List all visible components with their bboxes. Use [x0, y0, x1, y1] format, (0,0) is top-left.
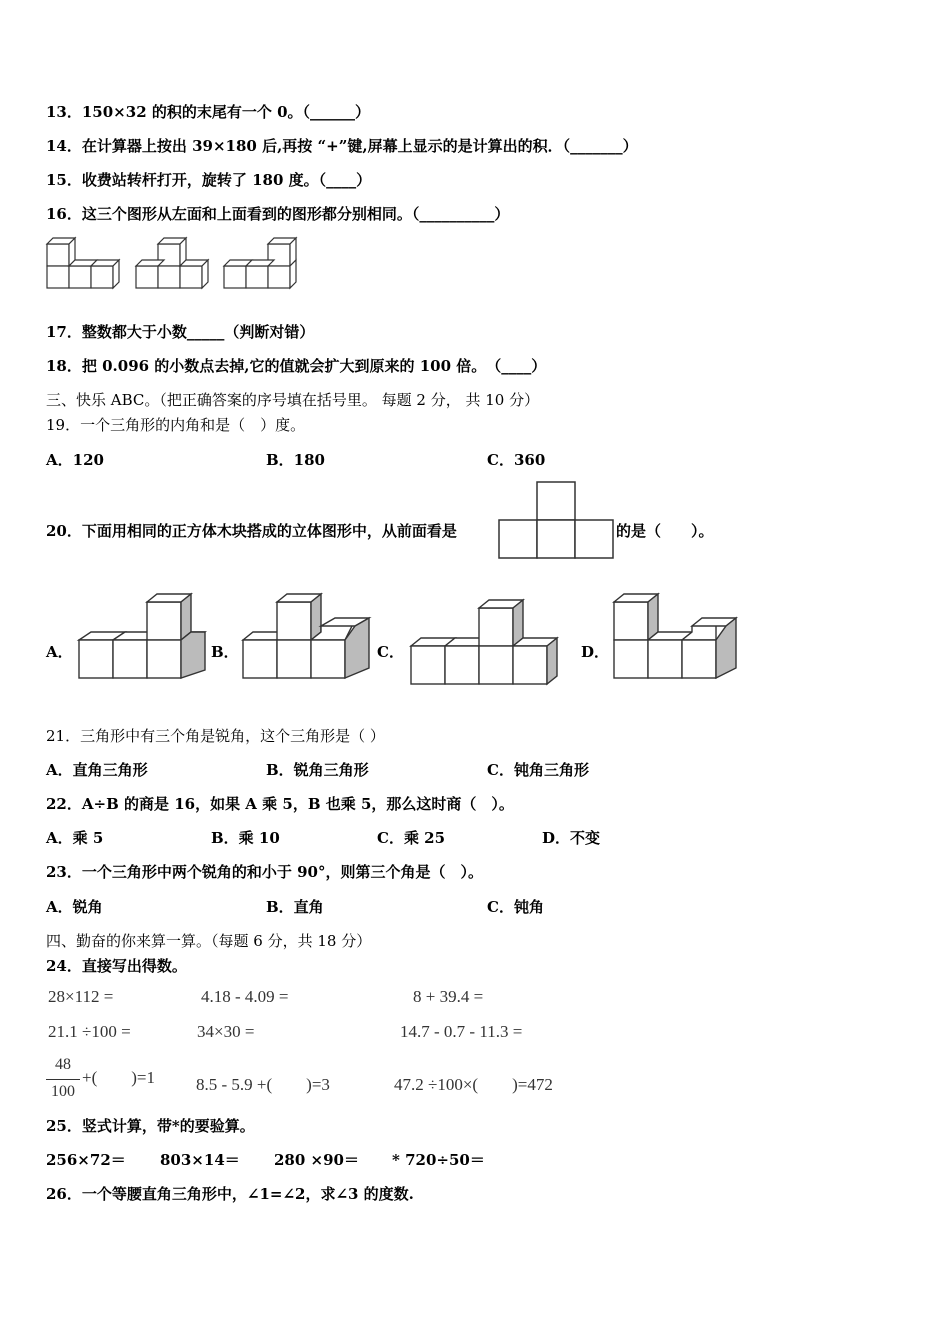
- q19-option-a: A．120: [46, 451, 104, 469]
- question-19: 19．一个三角形的内角和是（ ）度。: [46, 416, 306, 434]
- q20-option-c: C．: [377, 643, 404, 661]
- question-18: 18．把 0.096 的小数点去掉,它的值就会扩大到原来的 100 倍。 （____）: [46, 357, 547, 375]
- q21-option-b: B．锐角三角形: [266, 761, 369, 779]
- q24-calc-8: 8.5 - 5.9 +( )=3: [196, 1075, 330, 1094]
- q22-option-a: A．乘 5: [46, 829, 104, 847]
- q23-option-c: C．钝角: [487, 898, 544, 916]
- q23-option-b: B．直角: [266, 898, 324, 916]
- q24-calc-1: 28×112 =: [48, 987, 114, 1006]
- q20-front-view: [498, 481, 614, 561]
- question-22: 22．A÷B 的商是 16，如果 A 乘 5，B 也乘 5，那么这时商（ ）。: [46, 795, 514, 813]
- q25-item-3: 280 ×90＝: [274, 1151, 359, 1169]
- q24-calc-9: 47.2 ÷100×( )=472: [394, 1075, 553, 1094]
- q20-figure-b: [242, 592, 372, 682]
- question-24: 24．直接写出得数。: [46, 957, 187, 975]
- question-26: 26．一个等腰直角三角形中，∠1=∠2，求∠3 的度数.: [46, 1185, 414, 1203]
- question-16: 16．这三个图形从左面和上面看到的图形都分别相同。（__________）: [46, 205, 510, 223]
- q24-fraction-denominator: 100: [51, 1083, 75, 1100]
- question-23: 23．一个三角形中两个锐角的和小于 90°，则第三个角是（ ）。: [46, 863, 483, 881]
- q20-figure-d: [613, 592, 743, 682]
- q19-option-b: B．180: [266, 451, 325, 469]
- q21-option-c: C．钝角三角形: [487, 761, 589, 779]
- q25-item-1: 256×72＝: [46, 1151, 126, 1169]
- q24-calc-3: 8 + 39.4 =: [413, 987, 484, 1006]
- q23-option-a: A．锐角: [46, 898, 103, 916]
- q24-calc-6: 14.7 - 0.7 - 11.3 =: [400, 1022, 523, 1041]
- question-13: 13．150×32 的积的末尾有一个 0。（______）: [46, 103, 371, 121]
- q24-fraction-numerator: 48: [55, 1056, 71, 1073]
- q24-calc-2: 4.18 - 4.09 =: [201, 987, 289, 1006]
- question-20-text: 20．下面用相同的正方体木块搭成的立体图形中，从前面看是: [46, 522, 457, 540]
- q24-fraction-bar: [46, 1079, 80, 1080]
- question-15: 15．收费站转杆打开，旋转了 180 度。（____）: [46, 171, 372, 189]
- question-21: 21．三角形中有三个角是锐角，这个三角形是（ ）: [46, 727, 385, 745]
- q20-option-d: D．: [581, 643, 610, 661]
- question-25: 25．竖式计算，带*的要验算。: [46, 1117, 255, 1135]
- question-20-suffix: 的是（ ）。: [616, 522, 714, 540]
- question-17: 17．整数都大于小数_____（判断对错）: [46, 323, 315, 341]
- section-4-heading: 四、勤奋的你来算一算。（每题 6 分，共 18 分）: [46, 932, 372, 950]
- q22-option-c: C．乘 25: [377, 829, 446, 847]
- q24-calc-5: 34×30 =: [197, 1022, 255, 1041]
- q22-option-b: B．乘 10: [211, 829, 280, 847]
- q24-calc-4: 21.1 ÷100 =: [48, 1022, 131, 1041]
- q20-figure-a: [78, 592, 208, 682]
- q20-option-b: B．: [211, 643, 239, 661]
- question-14: 14．在计算器上按出 39×180 后,再按 “+”键,屏幕上显示的是计算出的积．（_______）: [46, 137, 638, 155]
- q20-option-a: A．: [46, 643, 73, 661]
- q16-figures: [46, 236, 306, 292]
- q25-item-4: * 720÷50＝: [392, 1151, 485, 1169]
- section-3-heading: 三、快乐 ABC。（把正确答案的序号填在括号里。 每题 2 分， 共 10 分）: [46, 391, 540, 409]
- q20-figure-c: [410, 596, 565, 688]
- q25-item-2: 803×14＝: [160, 1151, 240, 1169]
- q24-calc-7: +( )=1: [82, 1068, 155, 1087]
- q22-option-d: D．不变: [542, 829, 601, 847]
- q19-option-c: C．360: [487, 451, 546, 469]
- q21-option-a: A．直角三角形: [46, 761, 148, 779]
